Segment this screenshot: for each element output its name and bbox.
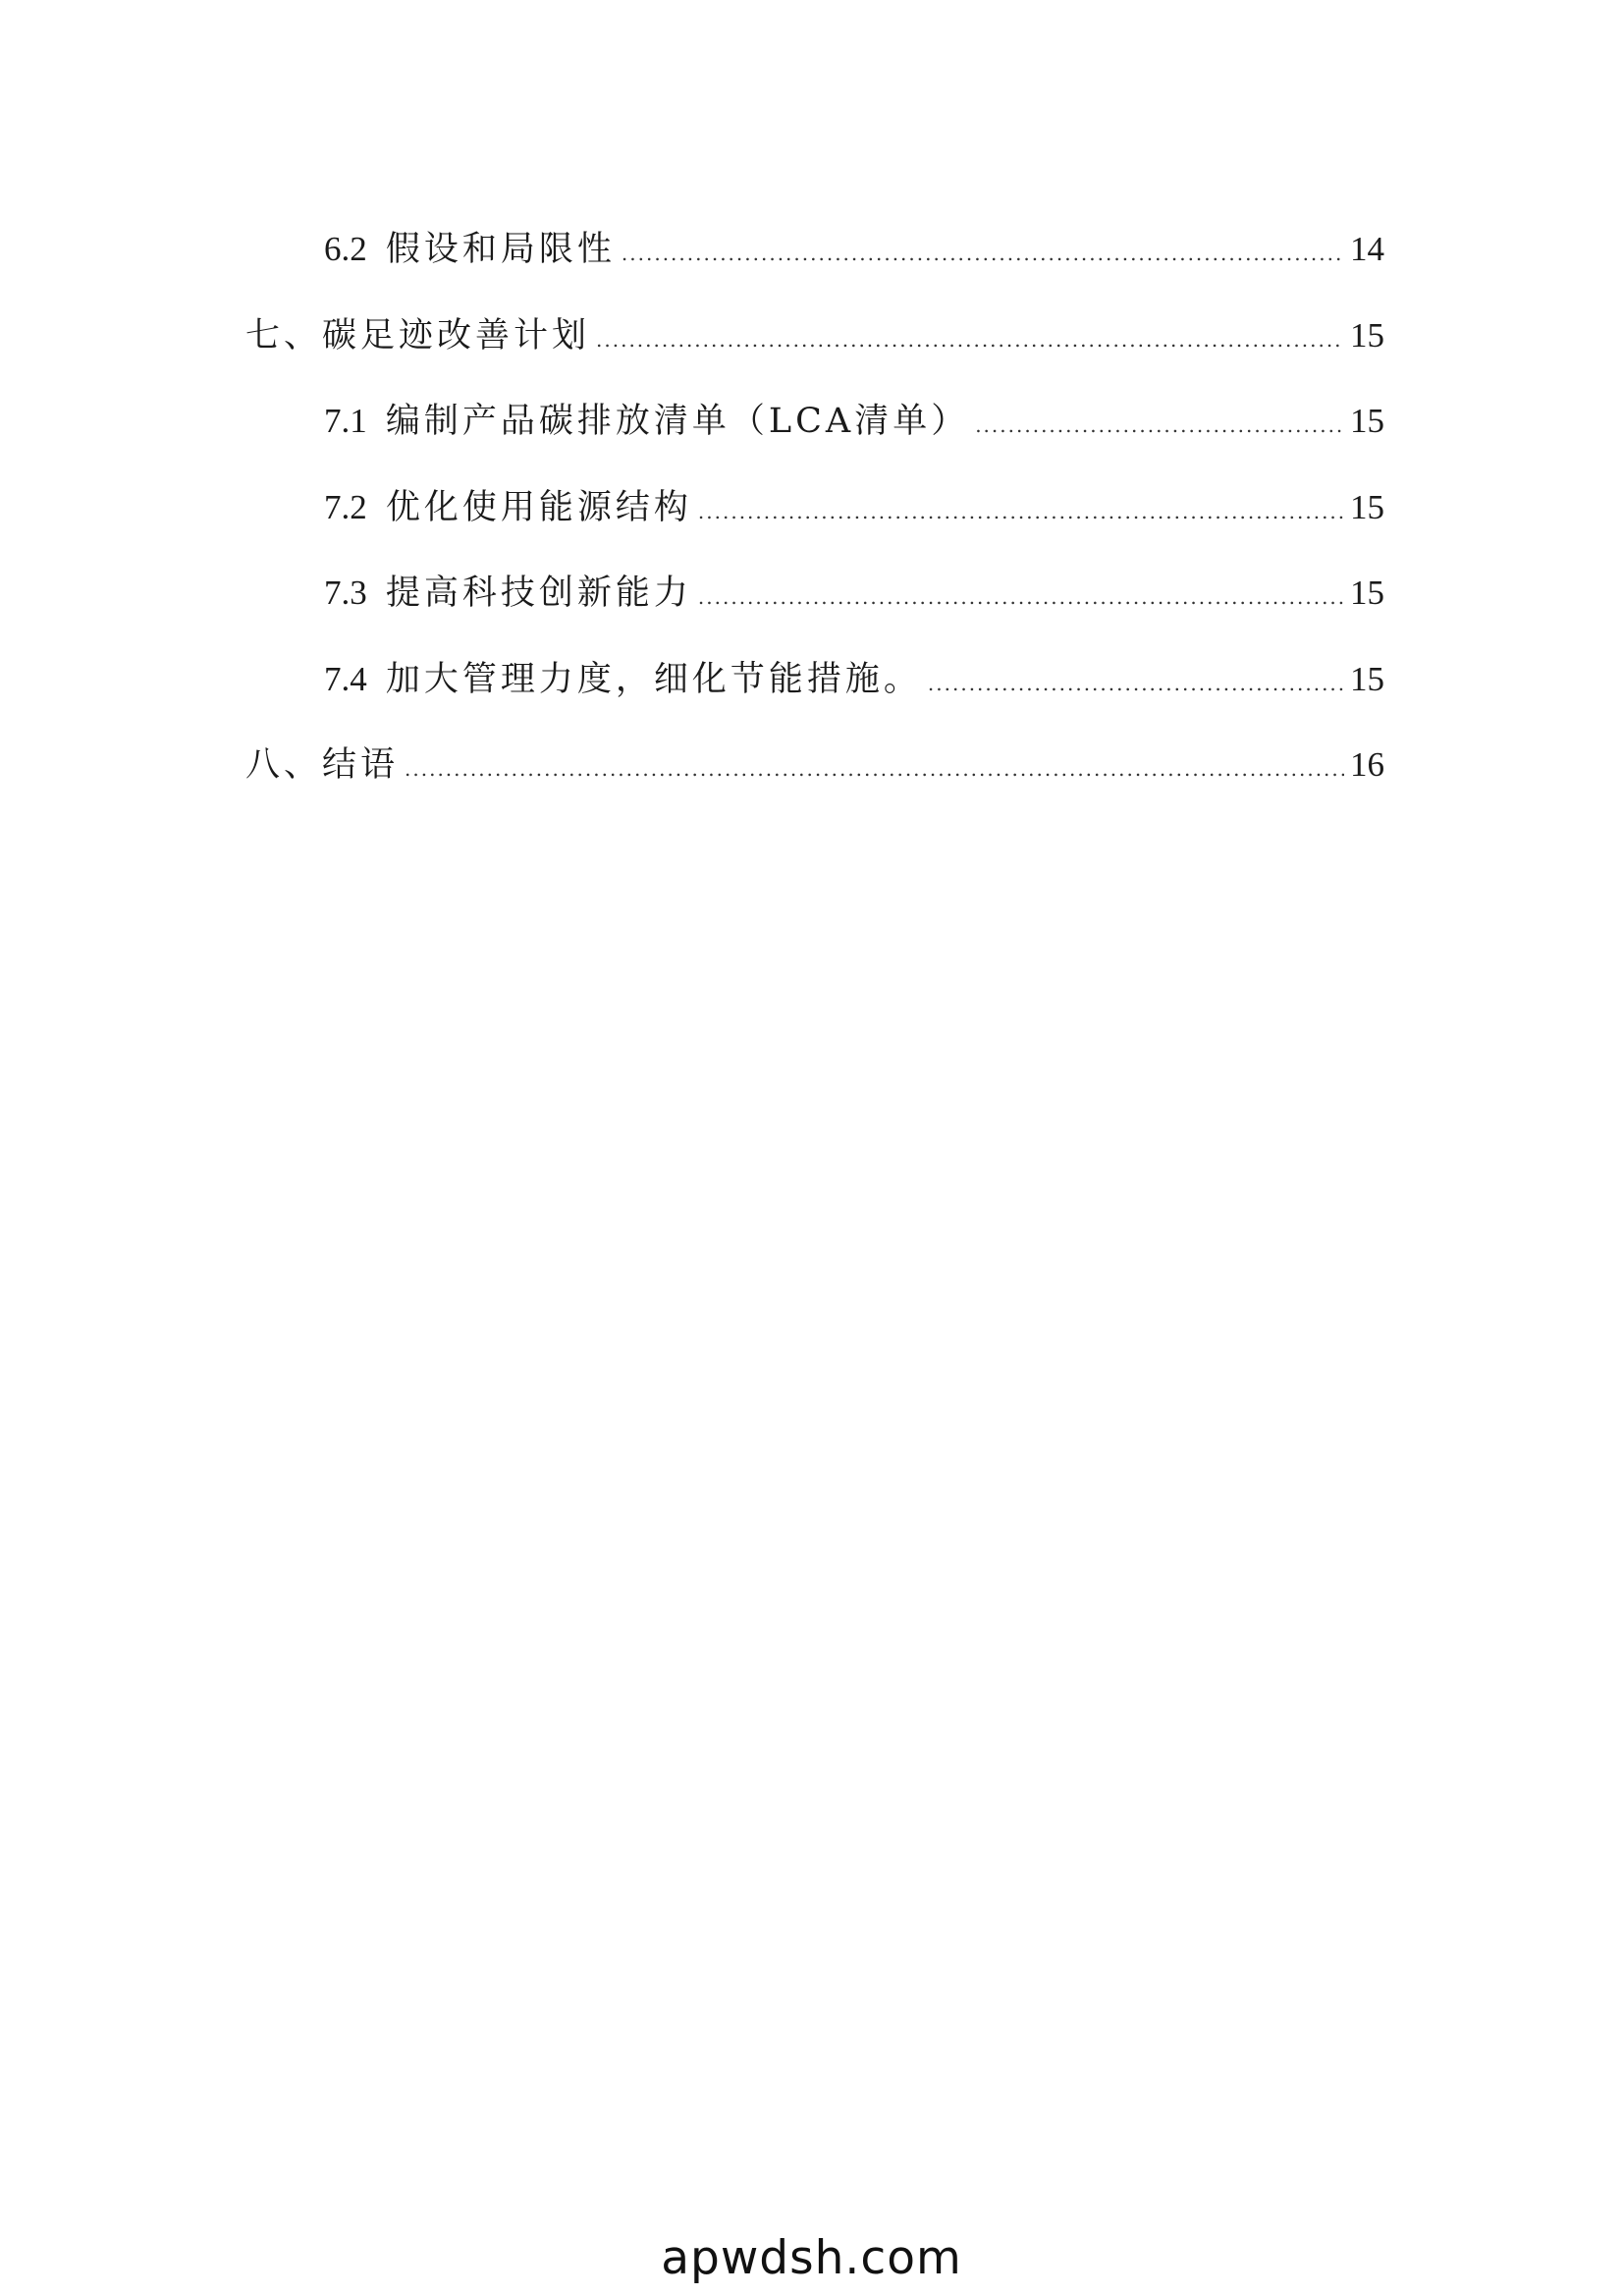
toc-entry-text: 假设和局限性 (385, 230, 616, 269)
toc-entry-chapter-7[interactable] (245, 293, 1384, 379)
toc-entry-title (324, 550, 692, 637)
toc-entry-chapter-8[interactable] (245, 722, 1384, 808)
table-of-contents (245, 206, 1384, 808)
toc-entry-page-number: 15 (1350, 659, 1384, 698)
dot-leader (698, 587, 1344, 607)
toc-entry-number: 7.3 (324, 574, 367, 612)
toc-entry-7-1[interactable] (245, 378, 1384, 465)
toc-entry-text: 七、碳足迹改善计划 (245, 315, 591, 355)
toc-entry-number: 6.2 (324, 230, 367, 268)
toc-entry-title (245, 294, 590, 380)
toc-entry-7-3[interactable] (245, 550, 1384, 636)
toc-entry-title (324, 378, 969, 465)
toc-entry-text: 编制产品碳排放清单（LCA清单） (385, 402, 970, 441)
dot-leader (596, 330, 1344, 350)
toc-entry-title (324, 206, 616, 294)
toc-entry-number: 7.4 (324, 659, 367, 698)
dot-leader (698, 502, 1344, 521)
dot-leader (975, 415, 1344, 435)
toc-entry-title (245, 723, 399, 809)
toc-entry-page-number: 15 (1350, 574, 1384, 612)
toc-entry-text: 八、结语 (245, 745, 400, 785)
toc-entry-title (324, 465, 692, 552)
toc-entry-7-2[interactable] (245, 465, 1384, 551)
toc-entry-6-2[interactable] (245, 206, 1384, 293)
dot-leader (622, 244, 1344, 263)
watermark-text: apwdsh.com (661, 2231, 962, 2285)
toc-entry-title (324, 636, 922, 724)
toc-entry-page-number: 15 (1350, 487, 1384, 526)
toc-entry-number: 7.1 (324, 402, 367, 440)
dot-leader (928, 674, 1344, 693)
toc-entry-text: 加大管理力度，细化节能措施。 (385, 659, 922, 699)
toc-entry-page-number: 14 (1350, 230, 1384, 268)
toc-entry-page-number: 15 (1350, 402, 1384, 440)
dot-leader (405, 759, 1344, 779)
toc-entry-page-number: 16 (1350, 745, 1384, 784)
toc-entry-number: 7.2 (324, 487, 367, 526)
toc-entry-page-number: 15 (1350, 315, 1384, 355)
toc-entry-text: 提高科技创新能力 (385, 574, 692, 613)
toc-entry-7-4[interactable] (245, 636, 1384, 723)
toc-entry-text: 优化使用能源结构 (385, 487, 692, 527)
